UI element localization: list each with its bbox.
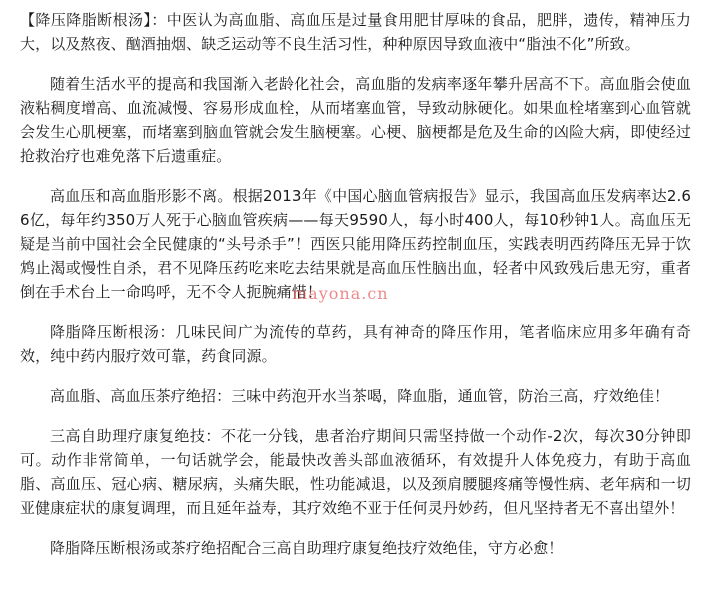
paragraph-hyperlipidemia: 随着生活水平的提高和我国渐入老龄化社会，高血脂的发病率逐年攀升居高不下。高血脂会使血液粘稠度增高、血流减慢、容易形成血栓，从而堵塞血管，导致动脉硬化。如果血栓堵塞到心血管就会发生心肌梗塞，而堵塞到脑血管就会发生脑梗塞。心梗、脑梗都是危及生命的凶险大病，即使经过抢救治疗也难免落下后遗重症。	[20, 75, 691, 165]
paragraph-hypertension-stats: 高血压和高血脂形影不离。根据2013年《中国心脑血管病报告》显示，我国高血压发病率达2.66亿，每年约350万人死于心脑血管疾病——每天9590人，每小时400人，每10秒钟1人。高血压无疑是当前中国社会全民健康的“头号杀手”！西医只能用降压药控制血压，实践表明西药降压无异于饮鸩止渴或慢性自杀，君不见降压药吃来吃去结果就是高血压性脑出血，轻者中风致残后患无穷，重者倒在手术台上一命呜呼，无不令人扼腕痛惜！	[20, 187, 691, 301]
watermark: mayona.cn	[292, 284, 389, 303]
paragraph-decoction: 降脂降压断根汤：几味民间广为流传的草药，具有神奇的降压作用，笔者临床应用多年确有奇效，纯中药内服疗效可靠，药食同源。	[20, 323, 691, 365]
paragraph-tea-therapy: 高血脂、高血压茶疗绝招：三味中药泡开水当茶喝，降血脂，通血管，防治三高，疗效绝佳！	[50, 387, 670, 405]
paragraph-self-therapy: 三高自助理疗康复绝技：不花一分钱，患者治疗期间只需坚持做一个动作-2次，每次30分钟即可。动作非常简单，一句话就学会，能最快改善头部血液循环，有效提升人体免疫力，有助于高血脂、高血压、冠心病、糖尿病，头痛失眠，性功能减退，以及颈肩腰腿疼痛等慢性病、老年病和一切亚健康症状的康复调理，而且延年益寿，其疗效绝不亚于任何灵丹妙药，但凡坚持者无不喜出望外！	[20, 427, 691, 517]
paragraph-intro: 【降压降脂断根汤】：中医认为高血脂、高血压是过量食用肥甘厚味的食品，肥胖，遗传，精神压力大，以及熬夜、酗酒抽烟、缺乏运动等不良生活习性，种种原因导致血液中“脂浊不化”所致。	[20, 11, 691, 53]
paragraph-conclusion: 降脂降压断根汤或茶疗绝招配合三高自助理疗康复绝技疗效绝佳，守方必愈！	[50, 539, 564, 557]
